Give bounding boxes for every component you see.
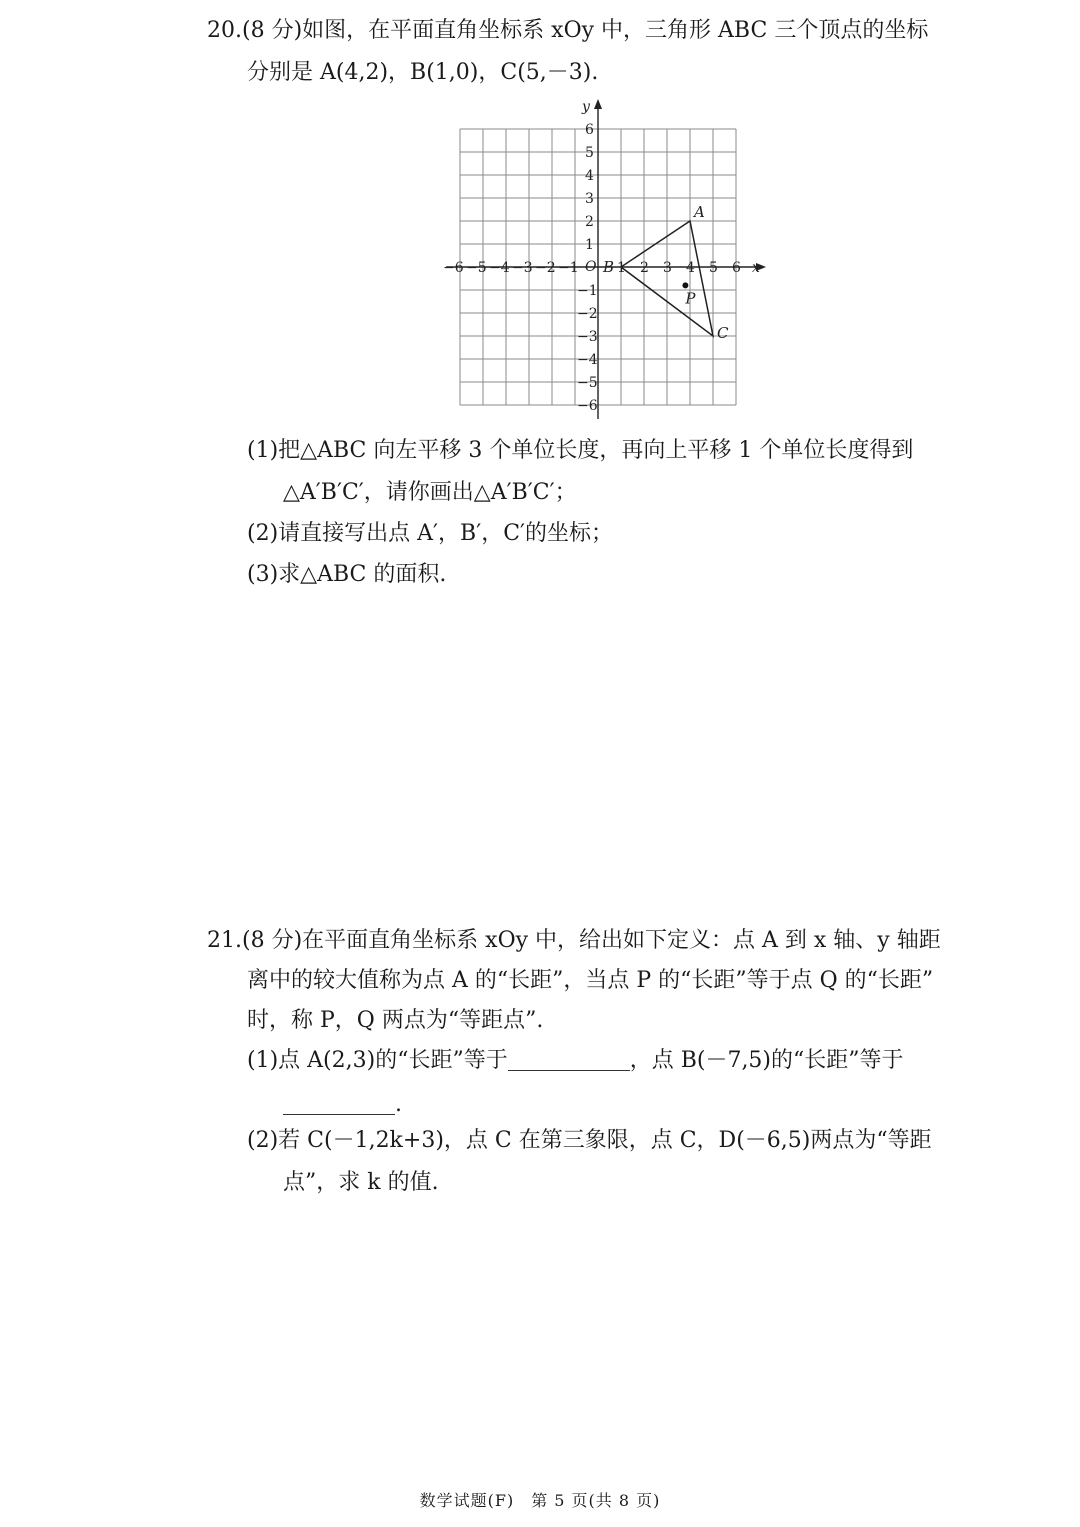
point-b-label: B	[603, 258, 615, 276]
y-tick-label: 6	[585, 122, 594, 138]
x-tick-label: 5	[709, 260, 718, 276]
origin-label: O	[585, 259, 597, 275]
x-tick-label: 2	[640, 260, 649, 276]
q21-sub1-text-a: (1)点 A(2,3)的“长距”等于	[247, 1048, 508, 1073]
q20-points: (8 分)	[242, 18, 303, 43]
q21-sub2-line2: 点”，求 k 的值.	[283, 1170, 439, 1195]
q20-number: 20.	[207, 18, 242, 43]
q21-number: 21.	[207, 928, 242, 953]
y-tick-label: −2	[577, 306, 598, 322]
x-tick-label: 4	[686, 260, 695, 276]
q20-stem-line2: 分别是 A(4,2)，B(1,0)，C(5,－3).	[247, 60, 599, 85]
q20-stem-text1: 如图，在平面直角坐标系 xOy 中，三角形 ABC 三个顶点的坐标	[302, 18, 929, 43]
q21-sub1-line2	[283, 1090, 402, 1120]
y-tick-label: −5	[577, 375, 598, 391]
x-tick-label: −6	[443, 260, 464, 276]
q21-sub2-line1: (2)若 C(－1,2k+3)，点 C 在第三象限，点 C，D(－6,5)两点为“等距	[247, 1128, 932, 1153]
x-tick-label: −4	[489, 260, 510, 276]
x-axis-label: x	[752, 260, 760, 276]
tick-labels	[443, 99, 760, 414]
point-a-label: A	[694, 203, 705, 221]
coordinate-figure	[438, 95, 778, 430]
page-footer: 数学试题(F) 第 5 页(共 8 页)	[419, 1491, 661, 1510]
q21-points: (8 分)	[242, 928, 303, 953]
q21-stem-line2: 离中的较大值称为点 A 的“长距”，当点 P 的“长距”等于点 Q 的“长距”	[247, 968, 934, 993]
x-tick-label: −3	[512, 260, 533, 276]
q20-sub2: (2)请直接写出点 A′，B′，C′的坐标；	[247, 521, 614, 546]
q21-stem-text1: 在平面直角坐标系 xOy 中，给出如下定义：点 A 到 x 轴、y 轴距	[302, 928, 941, 953]
x-tick-label: −5	[466, 260, 487, 276]
y-tick-label: 5	[585, 145, 594, 161]
y-tick-label: 1	[585, 237, 594, 253]
y-tick-label: 4	[585, 168, 594, 184]
y-axis-label: y	[582, 99, 590, 115]
q21-stem-line1	[207, 926, 941, 956]
q21-sub1-end: .	[395, 1092, 402, 1117]
x-tick-label: 3	[663, 260, 672, 276]
answer-blank-2[interactable]	[283, 1092, 395, 1115]
y-tick-label: −4	[577, 352, 598, 368]
q20-sub3: (3)求△ABC 的面积.	[247, 562, 447, 587]
y-tick-label: −1	[577, 283, 598, 299]
q21-sub1-line1	[247, 1046, 904, 1076]
q21-sub1-text-b: ，点 B(－7,5)的“长距”等于	[629, 1048, 904, 1073]
answer-blank-1[interactable]	[508, 1048, 630, 1071]
x-tick-label: −1	[558, 260, 579, 276]
point-p-label: P	[685, 289, 696, 308]
q20-sub1-line1: (1)把△ABC 向左平移 3 个单位长度，再向上平移 1 个单位长度得到	[247, 438, 914, 463]
q20-stem-line1	[207, 16, 928, 46]
y-tick-label: −6	[577, 398, 598, 414]
point-c-label: C	[717, 324, 729, 342]
y-tick-label: 3	[585, 191, 594, 207]
q21-stem-line3: 时，称 P，Q 两点为“等距点”.	[247, 1008, 544, 1033]
y-tick-label: −3	[577, 329, 598, 345]
y-axis-arrow	[594, 99, 602, 109]
x-tick-label: −2	[535, 260, 556, 276]
y-tick-label: 2	[585, 214, 594, 230]
point-p-dot	[682, 282, 688, 288]
x-tick-label: 6	[732, 260, 741, 276]
x-tick-label: 1	[617, 260, 626, 276]
q20-sub1-line2: △A′B′C′，请你画出△A′B′C′；	[283, 480, 577, 505]
